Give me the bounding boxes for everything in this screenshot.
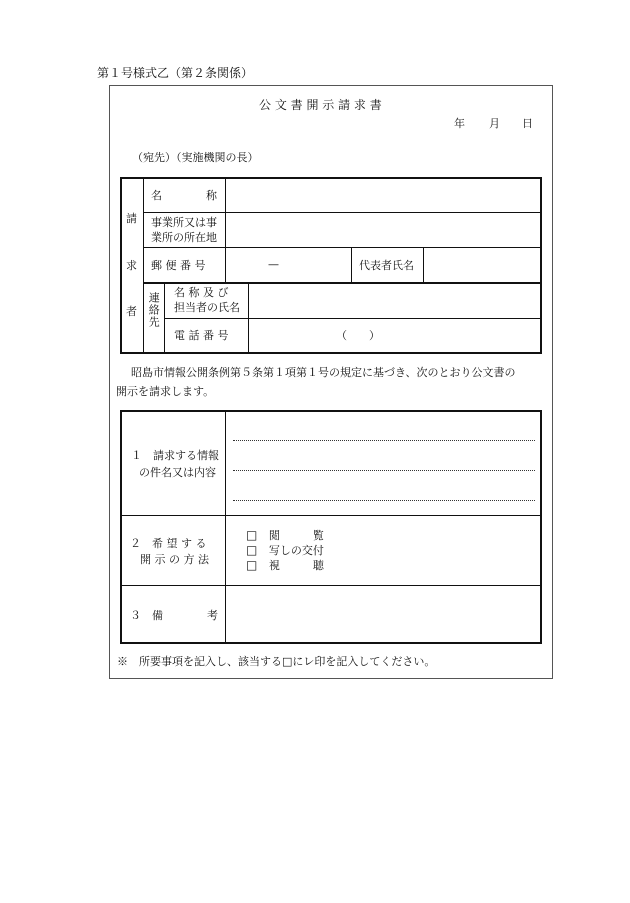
statement-line2: 開示を請求します。 [116, 385, 215, 398]
table-divider [143, 178, 144, 353]
option-viewing-label: 視 聴 [268, 559, 324, 572]
office-address-label-line2: 業所の所在地 [151, 231, 217, 244]
name-label: 名 称 [151, 189, 217, 202]
name-field[interactable] [227, 180, 539, 210]
dotted-line [233, 500, 535, 501]
requester-side-label-1: 請 [126, 212, 137, 225]
dotted-line [233, 440, 535, 441]
table-divider [225, 178, 226, 282]
addressee: （宛先）（実施機関の長） [132, 151, 259, 164]
item3-remarks-label: ３ 備 考 [130, 609, 218, 622]
representative-label: 代表者氏名 [359, 259, 414, 272]
office-address-field[interactable] [227, 214, 539, 245]
dotted-line [233, 470, 535, 471]
item1-label-line1: １ 請求する情報 [131, 449, 219, 462]
table-divider [423, 247, 424, 282]
form-number-label: 第１号様式乙（第２条関係） [97, 66, 254, 80]
option-copy-delivery-label: 写しの交付 [268, 544, 324, 557]
option-inspection-label: 閲 覧 [268, 529, 324, 542]
postal-code-label: 郵 便 番 号 [151, 259, 206, 272]
office-address-label-line1: 事業所又は事 [151, 216, 217, 229]
table-divider [121, 515, 541, 516]
form-title: 公 文 書 開 示 請 求 書 [259, 98, 382, 112]
requester-side-label-3: 者 [126, 305, 137, 318]
table-divider [144, 282, 541, 284]
postal-code-field[interactable] [227, 249, 349, 280]
contact-name-field[interactable] [250, 285, 539, 316]
checkbox-icon[interactable]: □ [246, 558, 258, 572]
phone-parens: （ ） [336, 329, 380, 342]
table-divider [351, 247, 352, 282]
option-inspection[interactable] [246, 528, 324, 542]
option-viewing[interactable] [246, 558, 324, 572]
table-divider [144, 247, 541, 248]
contact-side-label: 連絡先 [147, 292, 161, 328]
table-divider [121, 585, 541, 586]
requested-information-field[interactable] [228, 415, 538, 511]
footnote: ※ 所要事項を記入し、該当する□にレ印を記入してください。 [117, 655, 436, 668]
phone-label: 電 話 番 号 [174, 329, 229, 342]
requester-side-label-2: 求 [126, 259, 137, 272]
checkbox-icon[interactable]: □ [246, 543, 258, 557]
date-year-label: 年 [454, 117, 465, 130]
date-month-label: 月 [489, 117, 500, 130]
item2-label-line2: 開 示 の 方 法 [140, 553, 209, 566]
table-divider [164, 318, 541, 319]
statement-line1: 昭島市情報公開条例第５条第１項第１号の規定に基づき、次のとおり公文書の [131, 366, 516, 379]
item2-label-line1: ２ 希 望 す る [130, 537, 207, 550]
contact-name-label-line1: 名 称 及 び [174, 286, 229, 299]
item1-label-line2: の件名又は内容 [139, 466, 216, 479]
postal-code-dash: — [268, 258, 279, 271]
date-day-label: 日 [522, 117, 533, 130]
checkbox-icon[interactable]: □ [246, 528, 258, 542]
phone-field[interactable] [250, 320, 539, 351]
table-divider [225, 411, 226, 643]
remarks-field[interactable] [228, 588, 538, 640]
option-copy-delivery[interactable] [246, 543, 324, 557]
representative-field[interactable] [425, 249, 539, 280]
contact-name-label-line2: 担当者の氏名 [174, 301, 240, 314]
table-divider [144, 212, 541, 213]
